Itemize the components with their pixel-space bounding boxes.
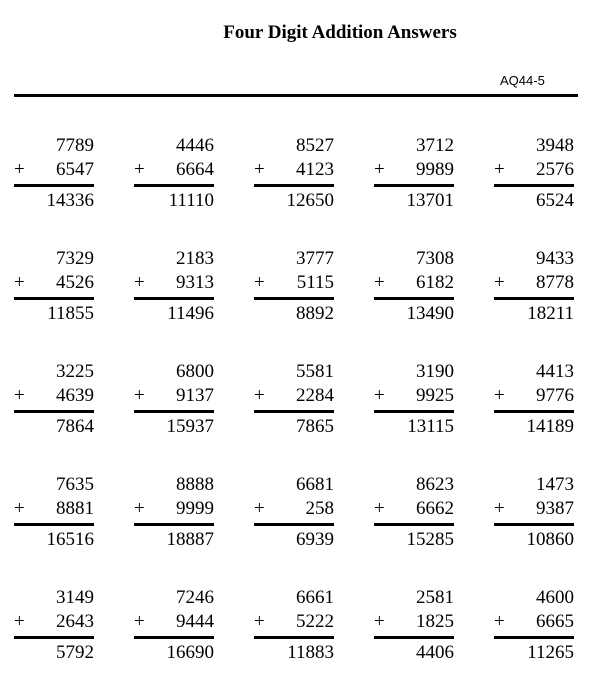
first-addend: 7635 (56, 474, 94, 495)
sum-line (494, 636, 574, 639)
first-addend: 8888 (176, 474, 214, 495)
sum-answer: 8892 (296, 303, 334, 324)
sum-line (134, 523, 214, 526)
second-addend: 9999 (176, 498, 214, 519)
second-addend: 9313 (176, 272, 214, 293)
sum-line (134, 410, 214, 413)
second-addend: 9137 (176, 385, 214, 406)
plus-sign: + (254, 272, 265, 293)
plus-sign: + (134, 159, 145, 180)
plus-sign: + (494, 272, 505, 293)
second-addend: 8881 (56, 498, 94, 519)
second-addend: 9444 (176, 611, 214, 632)
addition-problem (494, 474, 574, 558)
sum-line (134, 184, 214, 187)
plus-sign: + (374, 159, 385, 180)
plus-sign: + (254, 498, 265, 519)
second-addend: 6665 (536, 611, 574, 632)
addition-problem (494, 248, 574, 332)
first-addend: 3712 (416, 135, 454, 156)
second-addend: 6547 (56, 159, 94, 180)
first-addend: 2183 (176, 248, 214, 269)
second-addend: 9989 (416, 159, 454, 180)
sum-answer: 13115 (407, 416, 454, 437)
first-addend: 2581 (416, 587, 454, 608)
sum-line (254, 184, 334, 187)
addition-problem (494, 135, 574, 219)
first-addend: 6800 (176, 361, 214, 382)
plus-sign: + (494, 611, 505, 632)
plus-sign: + (134, 498, 145, 519)
second-addend: 1825 (416, 611, 454, 632)
first-addend: 7246 (176, 587, 214, 608)
sum-line (14, 410, 94, 413)
sum-answer: 15937 (166, 416, 214, 437)
sum-line (374, 184, 454, 187)
first-addend: 5581 (296, 361, 334, 382)
plus-sign: + (14, 611, 25, 632)
first-addend: 3777 (296, 248, 334, 269)
sum-line (254, 523, 334, 526)
sum-line (494, 184, 574, 187)
worksheet-code: AQ44-5 (500, 73, 545, 88)
first-addend: 7789 (56, 135, 94, 156)
sum-line (374, 297, 454, 300)
sum-line (374, 636, 454, 639)
first-addend: 4600 (536, 587, 574, 608)
first-addend: 7329 (56, 248, 94, 269)
second-addend: 5115 (296, 272, 334, 293)
plus-sign: + (254, 159, 265, 180)
addition-problem (14, 248, 94, 332)
plus-sign: + (134, 611, 145, 632)
second-addend: 9387 (536, 498, 574, 519)
sum-answer: 18211 (527, 303, 574, 324)
sum-answer: 14189 (526, 416, 574, 437)
sum-line (494, 523, 574, 526)
plus-sign: + (14, 159, 25, 180)
sum-answer: 16516 (46, 529, 94, 550)
sum-line (494, 297, 574, 300)
second-addend: 4526 (56, 272, 94, 293)
sum-line (14, 297, 94, 300)
first-addend: 3225 (56, 361, 94, 382)
sum-answer: 11855 (47, 303, 94, 324)
addition-problem (254, 587, 334, 671)
addition-problem (134, 474, 214, 558)
sum-answer: 10860 (526, 529, 574, 550)
plus-sign: + (494, 498, 505, 519)
plus-sign: + (14, 272, 25, 293)
sum-line (14, 636, 94, 639)
first-addend: 6661 (296, 587, 334, 608)
first-addend: 3149 (56, 587, 94, 608)
plus-sign: + (494, 385, 505, 406)
addition-problem (254, 135, 334, 219)
second-addend: 6662 (416, 498, 454, 519)
plus-sign: + (14, 498, 25, 519)
addition-problem (494, 361, 574, 445)
addition-problem (374, 135, 454, 219)
sum-line (254, 297, 334, 300)
first-addend: 6681 (296, 474, 334, 495)
sum-line (134, 636, 214, 639)
second-addend: 9776 (536, 385, 574, 406)
addition-problem (14, 474, 94, 558)
first-addend: 8623 (416, 474, 454, 495)
sum-answer: 7865 (296, 416, 334, 437)
plus-sign: + (374, 498, 385, 519)
addition-problem (374, 474, 454, 558)
sum-answer: 11110 (168, 190, 214, 211)
addition-problem (254, 361, 334, 445)
first-addend: 1473 (536, 474, 574, 495)
addition-problem (134, 587, 214, 671)
second-addend: 9925 (416, 385, 454, 406)
worksheet-title: Four Digit Addition Answers (223, 22, 457, 43)
first-addend: 3948 (536, 135, 574, 156)
second-addend: 258 (305, 498, 334, 519)
sum-line (374, 523, 454, 526)
plus-sign: + (254, 611, 265, 632)
sum-answer: 6524 (536, 190, 574, 211)
second-addend: 2576 (536, 159, 574, 180)
second-addend: 4123 (296, 159, 334, 180)
sum-answer: 13490 (406, 303, 454, 324)
first-addend: 4413 (536, 361, 574, 382)
sum-answer: 11265 (527, 642, 574, 663)
second-addend: 6664 (176, 159, 214, 180)
sum-answer: 5792 (56, 642, 94, 663)
plus-sign: + (14, 385, 25, 406)
first-addend: 7308 (416, 248, 454, 269)
addition-problem (134, 248, 214, 332)
addition-problem (14, 587, 94, 671)
addition-problem (134, 135, 214, 219)
addition-problem (14, 135, 94, 219)
second-addend: 8778 (536, 272, 574, 293)
sum-line (254, 410, 334, 413)
first-addend: 8527 (296, 135, 334, 156)
sum-line (14, 523, 94, 526)
sum-answer: 13701 (406, 190, 454, 211)
sum-line (134, 297, 214, 300)
addition-problem (374, 361, 454, 445)
sum-answer: 7864 (56, 416, 94, 437)
second-addend: 2643 (56, 611, 94, 632)
sum-answer: 11496 (167, 303, 214, 324)
plus-sign: + (254, 385, 265, 406)
addition-problem (14, 361, 94, 445)
addition-problem (494, 587, 574, 671)
plus-sign: + (374, 611, 385, 632)
second-addend: 2284 (296, 385, 334, 406)
plus-sign: + (494, 159, 505, 180)
second-addend: 5222 (296, 611, 334, 632)
sum-line (254, 636, 334, 639)
plus-sign: + (134, 272, 145, 293)
sum-answer: 16690 (166, 642, 214, 663)
sum-answer: 12650 (286, 190, 334, 211)
sum-answer: 14336 (46, 190, 94, 211)
first-addend: 4446 (176, 135, 214, 156)
sum-line (374, 410, 454, 413)
sum-answer: 6939 (296, 529, 334, 550)
second-addend: 4639 (56, 385, 94, 406)
addition-problem (254, 248, 334, 332)
sum-line (14, 184, 94, 187)
addition-problem (134, 361, 214, 445)
first-addend: 3190 (416, 361, 454, 382)
sum-answer: 18887 (166, 529, 214, 550)
plus-sign: + (134, 385, 145, 406)
sum-line (494, 410, 574, 413)
first-addend: 9433 (536, 248, 574, 269)
sum-answer: 15285 (406, 529, 454, 550)
plus-sign: + (374, 272, 385, 293)
sum-answer: 11883 (287, 642, 334, 663)
addition-problem (254, 474, 334, 558)
second-addend: 6182 (416, 272, 454, 293)
addition-problem (374, 587, 454, 671)
addition-problem (374, 248, 454, 332)
plus-sign: + (374, 385, 385, 406)
sum-answer: 4406 (416, 642, 454, 663)
